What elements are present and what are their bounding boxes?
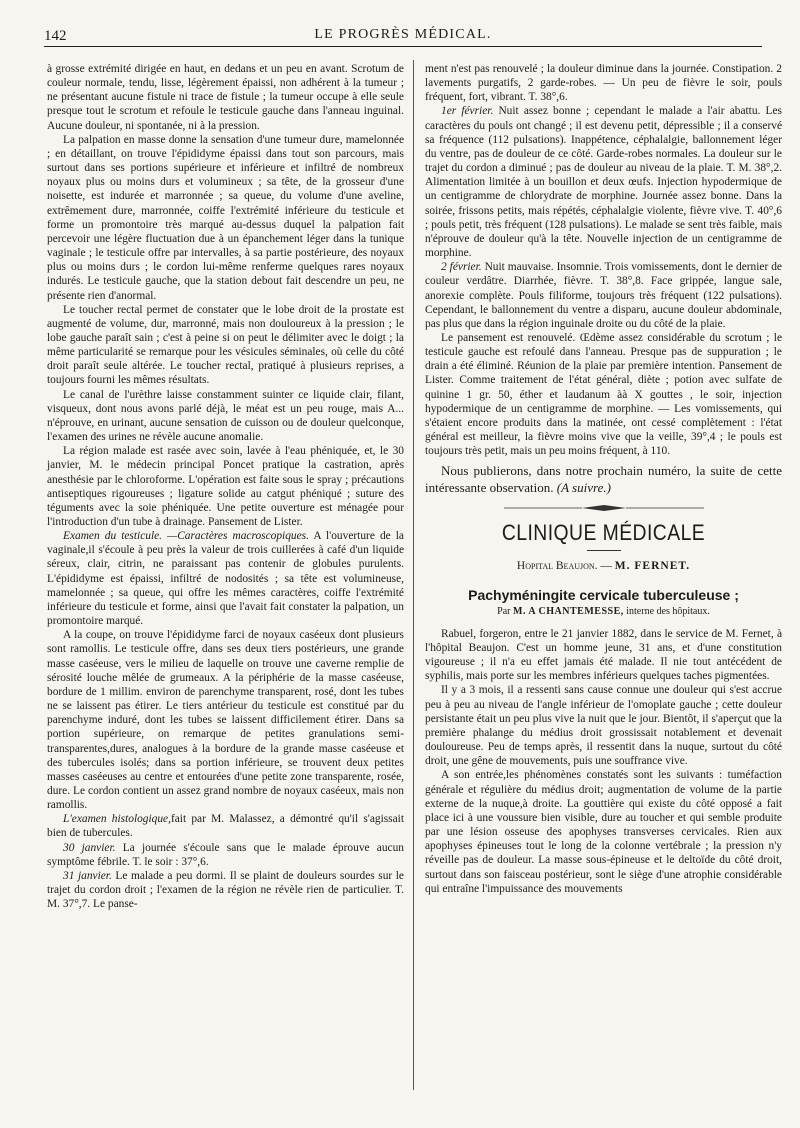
byline-author: M. A CHANTEMESSE, [513,605,624,617]
left-column [47,62,404,911]
paragraph: à grosse extrémité dirigée en haut, en dedans et un peu en avant. Scrotum de couleur normale, tendu, lisse, légèrement épaissi, non adhérent à la tumeur ; ne présentant aucune fistule ni trace de fistule ; la tumeur occupe à elle seule presque tout le scrotum et refoule le testicule gauche dans l'anneau inguinal. Aucune douleur, ni spontanée, ni à la pression. [47,63,404,132]
right-column [425,62,782,896]
paragraph: Le canal de l'urèthre laisse constamment suinter ce liquide clair, filant, visqueux, dont nous avons parlé déjà, le méat est un peu rouge, mais A... n'éprouve, en urinant, aucune sensation de cuisson ou de douleur quelconque, l'examen des urines ne révèle aucune anomalie. [47,388,404,444]
entry-date: 31 janvier. [63,869,112,882]
entry-text: Nuit assez bonne ; cependant le malade a l'air abattu. Les caractères du pouls ont changé ; il est devenu petit, dépressible ; il a conservé sa fréquence (112 pulsations). Inappétence, céphalalgie, ballonnement léger du ventre, pas de douleur de ce côté. Garde-robes normales. La douleur sur le trajet du cordon a diminué ; pas de douleur au niveau de la plaie. T. M. 38°,2. Alimentation limitée à un bouillon et deux œufs. Injection hypodermique de un centigramme de chlorydrate de morphine. Journée assez bonne. Dans la soirée, frissons petits, mais répétés, céphalalgie violente, fièvre vive. T. 40°,6 ; pouls petit, très fréquent (128 pulsations). Le malade se sent très faible, mais n'éprouve de douleur qu'à la tête. Nouvelle injection de un centigramme de morphine. [425,105,782,260]
suite-text: Nous publierons, dans notre prochain numéro, la suite de cette intéressante observation. [425,463,782,496]
paragraph-exam-histo [47,812,404,840]
entry-text: Nuit mauvaise. Insomnie. Trois vomissements, dont le dernier de couleur verdâtre. Diarrhée, fièvre. T. 38°,8. Face grippée, langue sale, anorexie complète. Pouls filiforme, toujours très fréquent (122 pulsations). Cependant, le ballonnement du ventre a disparu, aucune douleur abdominale, pas plus que dans la région inguinale droite ou du côté de la plaie. [425,261,782,330]
byline [425,605,782,619]
entry-text: Le malade a peu dormi. Il se plaint de douleurs sourdes sur le trajet du cordon droit ; l'examen de la région ne révèle rien de particulier. T. M. 37°,7. Le panse- [47,869,404,911]
ornament-rule-icon [504,504,704,512]
paragraph: A son entrée,les phénomènes constatés sont les suivants : tuméfaction générale et régulière du médius droit; augmentation de volume de la partie externe de la nuque,à droite. La gouttière qui existe du côté opposé a fait place ici à une voussure bien visible, dure au toucher et qui semble produite par une lésion osseuse des apophyses transverses cervicales. Rien aux apophyses épineuses tout le long de la colonne vertébrale ; la pression n'y réveille pas de douleur. La masse sous-épineuse et le deltoïde du côté droit, surtout dans son faisceau postérieur, sont le siège d'une atrophie considérable qui entraîne l'impuissance des mouvements [425,769,782,895]
byline-prefix: Par [497,605,511,617]
paragraph: Il y a 3 mois, il a ressenti sans cause connue une douleur qui s'est accrue peu à peu au niveau de l'angle inférieur de l'omoplate gauche ; cette douleur persistante était un peu plus vive la nuit que le jour. Bientôt, il s'aperçut que la première phalange du médius droit grossissait notablement et devenait douloureuse. Peu de temps après, il ressentit dans la nuque, surtout du côté droit, une gêne de mouvements, puis une souffrance vive. [425,684,782,768]
paragraph: A la coupe, on trouve l'épididyme farci de noyaux caséeux dont plusieurs sont ramollis. Le testicule offre, dans ses deux tiers postérieurs, une grande masse caséeuse, vers le milieu de laquelle on trouve une caverne remplie de sérosité louche mêlée de grumeaux. A la périphérie de la masse caséeuse, bordure de 1 millim. environ de parenchyme transparent, rosé, dont les tubes ne se laissent pas étirer. Le tiers antérieur du testicule est constitué par du parenchyme induré, dont les tubes se laissent difficilement étirer. Dans sa portion supérieure, on remarque de petites granulations semi-transparentes,dures, analogues à la bordure de la grande masse caséeuse et des tubercules isolés; dans sa portion inférieure, se trouvent deux petites masses caséeuses au centre et entourées d'une petite zone transparente, rosée, dure. Le cordon contient un assez grand nombre de noyaux caséeux, mais non ramollis. [47,629,404,812]
entry-text: La journée s'écoule sans que le malade éprouve aucun symptôme fébrile. T. le soir : 37°,6. [47,841,404,868]
exam-histo-heading: L'examen histologique, [63,813,171,826]
ornament-divider [425,502,782,512]
suite-italic: (A suivre.) [556,480,611,496]
paragraph: La région malade est rasée avec soin, lavée à l'eau phéniquée, et, le 30 janvier, M. le médecin principal Poncet pratique la castration, après anesthésie par le chloroforme. L'opération est faite sous le spray ; précautions antiseptiques rigoureuses ; ligature solide au catgut phéniqué ; suture des téguments avec la soie phéniquée. Une petite ouverture est ménagée pour l'introduction d'un tube à drainage. Pansement de Lister. [47,445,404,528]
entry-date: 1er février. [441,105,494,118]
entry-jan31 [47,869,404,911]
continuation-note [425,462,782,496]
paragraph: Le toucher rectal permet de constater que le lobe droit de la prostate est augmenté de volume, dur, marronné, mais non douloureux à la pression ; le lobe gauche paraît sain ; c'est à peine si on peut le délimiter avec le doigt ; la même particularité se remarque pour les vésicules séminales, où celle du côté droit paraît seule altérée. Le toucher rectal, pratiqué à plusieurs reprises, a toujours fourni les mêmes résultats. [47,303,404,387]
hospital-line [425,559,782,573]
paragraph: Le pansement est renouvelé. Œdème assez considérable du scrotum ; le testicule gauche est refoulé dans l'anneau. Presque pas de suppuration ; le drain a été éliminé. Réunion de la plaie par première intention. Pansement de Lister. Comme traitement de l'état général, diète ; potion avec sulfate de quinine 1 gr. 50, éther et laudanum àà X gouttes , le soir, injection hypodermique de un centigramme de morphine. — Les vomissements, qui s'étaient encore produits dans la matinée, ont cessé complètement : l'état général est meilleur, la fièvre moins vive que la veille, 39°,4 ; le pouls est toujours très petit, mais un peu moins fréquent, à 110. [425,331,782,458]
journal-title: LE PROGRÈS MÉDICAL. [314,27,492,42]
hospital-label: Hopital Beaujon. — [516,560,612,573]
page-number: 142 [44,28,67,44]
page-header [44,26,762,47]
article-title: Pachyméningite cervicale tuberculeuse ; [468,586,739,603]
section-title: CLINIQUE MÉDICALE [501,520,706,546]
exam-macro-text: A l'ouverture de la vaginale,il s'écoule à peu près la valeur de trois cuillerées à café d'un liquide séreux, clair, citrin, ne paraissant pas contenir de globules purulents. L'épididyme est épaissi, infiltré de nodosités ; sa tête est volumineuse, mamelonnée ; sa queue, qui offre les mêmes caractères, coiffe l'extrémité inférieure du testicule et forme, ainsi que l'avait fait constater la palpation, un promontoire marqué. [47,530,404,628]
hospital-physician: M. FERNET. [614,560,691,573]
entry-date: 2 février. [441,261,482,274]
entry-jan30 [47,841,404,869]
paragraph-exam-macro [47,529,404,628]
entry-feb2 [425,260,782,331]
exam-histo-text: fait par M. Malassez, a démontré qu'il s'agissait bien de tubercules. [47,813,404,840]
title-rule [587,550,621,551]
entry-date: 30 janvier. [63,841,116,854]
paragraph: La palpation en masse donne la sensation d'une tumeur dure, mamelonnée ; en détaillant, on trouve l'épididyme épaissi dans tout son parcours, mais surtout dans ses portions supérieure et inférieure et infiltré de nombreux noyaux plus ou moins durs et volumineux ; sa tête, de la grosseur d'une noisette, est indurée et marronnée ; sa queue, du volume d'une aveline, extrêmement dure, marronnée, coiffe l'extrémité inférieure du testicule et forme un promontoire très marqué au-dessus duquel la palpation fait percevoir une légère fluctuation due à un épanchement léger dans la tunique vaginale ; le testicule offre par intervalles, à sa partie postérieure, des noyaux plus ou moins durs ; le cordon lui-même renferme quelques rares noyaux indurés. Le testicule gauche, que la station debout fait descendre un peu, ne présente rien d'anormal. [47,133,404,302]
exam-macro-heading: Examen du testicule. —Caractères macroscopiques. [63,530,309,543]
entry-feb1 [425,104,782,260]
column-rule [413,60,414,1090]
paragraph: Rabuel, forgeron, entre le 21 janvier 1882, dans le service de M. Fernet, à l'hôpital Beaujon. C'est un homme jeune, 31 ans, et d'une constitution vigoureuse ; il n'a eu effet jamais été malade. Il nie tout antécédent de syphilis, mais porte sur les membres inférieurs quelques taches pigmentées. [425,627,782,683]
paragraph: ment n'est pas renouvelé ; la douleur diminue dans la journée. Constipation. 2 lavements purgatifs, 2 garde-robes. — Un peu de fièvre le soir, pouls fréquent, fort, vibrant. T. 38°,6. [425,63,782,104]
byline-suffix: interne des hôpitaux. [626,605,710,617]
